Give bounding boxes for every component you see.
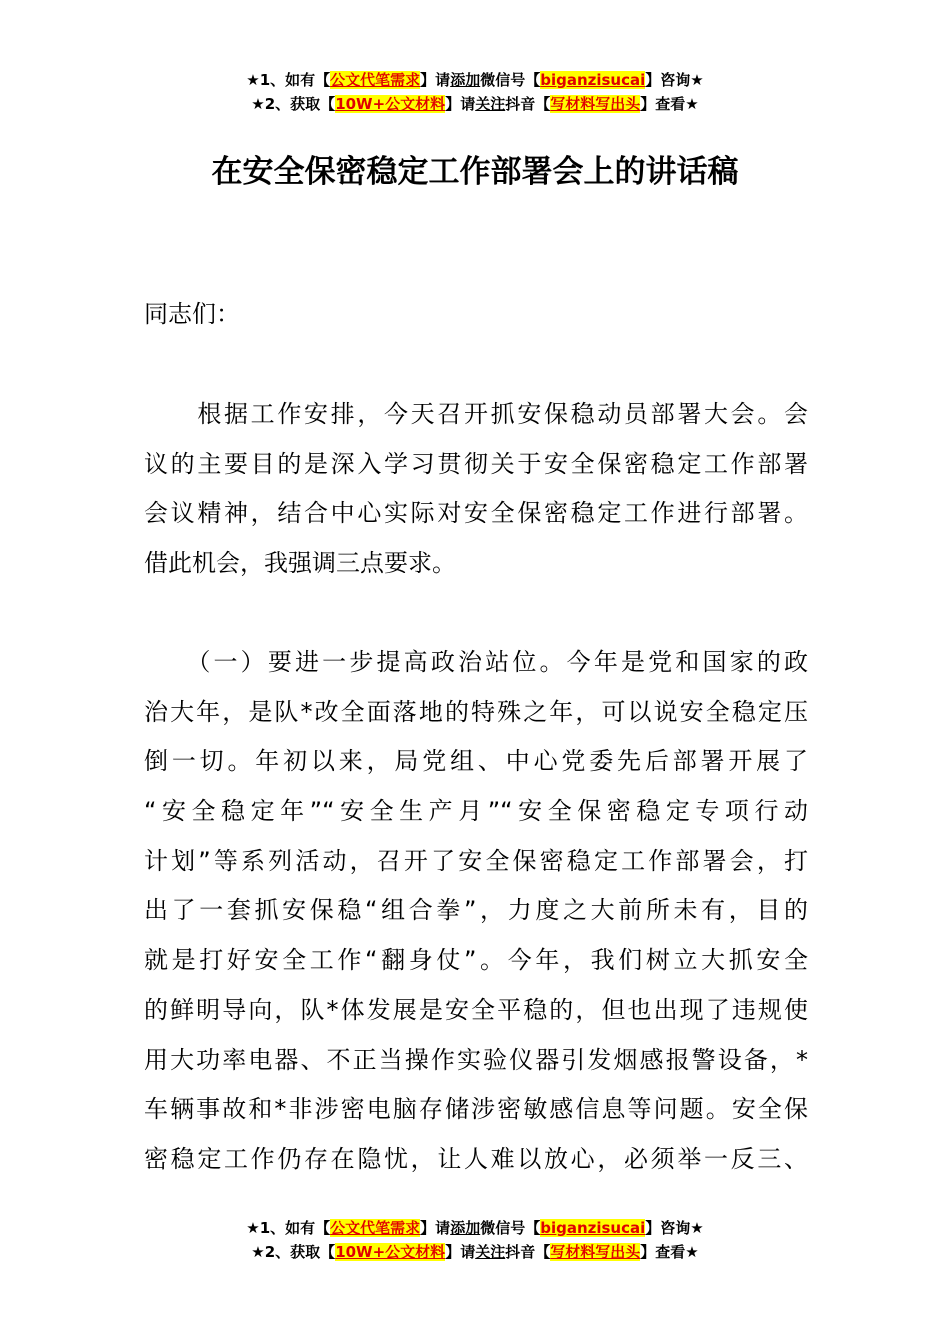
banner-prefix: ★2、获取【 (251, 95, 336, 113)
greeting-text: 同志们： (144, 300, 240, 328)
banner-text: 】请 (420, 1219, 451, 1237)
banner-prefix: ★2、获取【 (251, 1243, 336, 1261)
banner-text: 微信号【 (480, 1219, 541, 1237)
banner-text: 】请 (445, 1243, 476, 1261)
banner-highlight: biganzisucai (540, 1219, 646, 1237)
paragraph-line: 根据工作安排，今天召开抓安保稳动员部署大会。会 (144, 400, 808, 428)
banner-highlight: biganzisucai (540, 71, 646, 89)
paragraph-line: 议的主要目的是深入学习贯彻关于安全保密稳定工作部署 (144, 449, 808, 478)
document-title: 在安全保密稳定工作部署会上的讲话稿 (211, 154, 739, 190)
banner-text: 抖音【 (505, 1243, 551, 1261)
greeting (144, 290, 808, 340)
paragraph-line: 治大年，是队*改全面落地的特殊之年，可以说安全稳定压 (144, 697, 808, 726)
paragraph-line: 计划”等系列活动，召开了安全保密稳定工作部署会，打 (144, 846, 808, 875)
banner-highlight: 10W+公文材料 (335, 1243, 446, 1261)
footer-banner (0, 1216, 950, 1264)
banner-text: 微信号【 (480, 71, 541, 89)
banner-prefix: ★1、如有【 (246, 1219, 331, 1237)
banner-suffix: 】咨询★ (645, 71, 704, 89)
paragraph-line: 车辆事故和*非涉密电脑存储涉密敏感信息等问题。安全保 (144, 1095, 808, 1124)
banner-text: 】请 (445, 95, 476, 113)
banner-prefix: ★1、如有【 (246, 71, 331, 89)
paragraph-line: （一）要进一步提高政治站位。今年是党和国家的政 (144, 648, 808, 676)
header-banner (0, 68, 950, 116)
banner-text: 抖音【 (505, 95, 551, 113)
paragraph-line: “安全稳定年”“安全生产月”“安全保密稳定专项行动 (144, 797, 808, 826)
banner-line-2 (0, 92, 950, 116)
paragraph-line: 用大功率电器、不正当操作实验仪器引发烟感报警设备，* (144, 1045, 808, 1074)
banner-line-1 (0, 1216, 950, 1240)
banner-suffix: 】咨询★ (645, 1219, 704, 1237)
banner-underlined-text: 关注 (475, 95, 506, 113)
paragraph-line: 会议精神，结合中心实际对安全保密稳定工作进行部署。 (144, 499, 808, 528)
banner-text: 】请 (420, 71, 451, 89)
banner-highlight: 公文代笔需求 (330, 71, 421, 89)
paragraph-1 (144, 390, 808, 589)
banner-underlined-text: 添加 (450, 71, 481, 89)
banner-highlight: 写材料写出头 (550, 95, 641, 113)
banner-highlight: 写材料写出头 (550, 1243, 641, 1261)
banner-highlight: 10W+公文材料 (335, 95, 446, 113)
paragraph-2 (144, 638, 808, 1185)
banner-suffix: 】查看★ (640, 1243, 699, 1261)
paragraph-line: 就是打好安全工作“翻身仗”。今年，我们树立大抓安全 (144, 946, 808, 975)
paragraph-line: 借此机会，我强调三点要求。 (144, 549, 456, 578)
paragraph-line: 倒一切。年初以来，局党组、中心党委先后部署开展了 (144, 747, 808, 776)
banner-suffix: 】查看★ (640, 95, 699, 113)
banner-underlined-text: 添加 (450, 1219, 481, 1237)
banner-highlight: 公文代笔需求 (330, 1219, 421, 1237)
banner-line-1 (0, 68, 950, 92)
banner-line-2 (0, 1240, 950, 1264)
banner-underlined-text: 关注 (475, 1243, 506, 1261)
paragraph-line: 的鲜明导向，队*体发展是安全平稳的，但也出现了违规使 (144, 995, 808, 1024)
paragraph-line: 密稳定工作仍存在隐忧，让人难以放心，必须举一反三、 (144, 1144, 808, 1173)
paragraph-line: 出了一套抓安保稳“组合拳”，力度之大前所未有，目的 (144, 896, 808, 925)
